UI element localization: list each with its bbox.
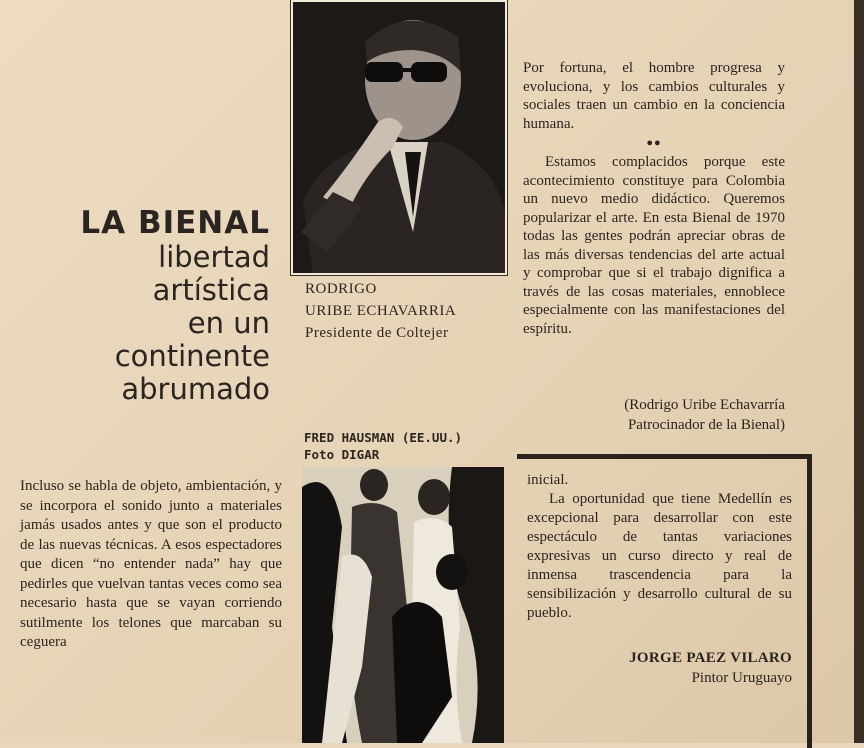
attribution-line-1: (Rodrigo Uribe Echavarría: [624, 397, 785, 413]
headline-line-3: artística: [152, 273, 270, 307]
article-column-right-top: [523, 59, 785, 338]
caption-name-line-2: URIBE ECHAVARRIA: [305, 303, 457, 319]
paragraph: Estamos complacidos porque este acontecimiento constituye para Colombia un nuevo medio didáctico. Queremos popularizar el arte. En esta Bienal de 1970 todas las gentes podrán apreciar obras de las más diversas tendencias del arte actual y comprobar que si el trabajo dignifica a través de las cosas materiales, ennoblece especialmente con las manifestaciones del espíritu.: [523, 154, 785, 337]
portrait-caption: [305, 278, 456, 344]
paragraph: Por fortuna, el hombre progresa y evoluciona, y los cambios culturales y sociales traen un cambio en la conciencia humana.: [523, 60, 785, 132]
attribution-line-2: Patrocinador de la Bienal): [627, 417, 785, 433]
photo-credit: Foto DIGAR: [304, 447, 380, 462]
paragraph: La oportunidad que tiene Medellín es excepcional para desarrollar con este espectáculo de tantas variaciones expresivas un curso directo y real de inmensa trascendencia para la sensibilización y desarrollo cultural de su pueblo.: [527, 491, 792, 621]
author-signature: [570, 648, 792, 688]
headline-line-1: LA BIENAL: [80, 205, 270, 241]
artwork-caption: [304, 429, 462, 463]
paragraph: inicial.: [527, 472, 569, 488]
author-role: Pintor Uruguayo: [691, 670, 792, 686]
headline-line-5: continente: [114, 339, 270, 373]
artwork-image: [302, 467, 504, 743]
article-column-left-bottom: [20, 477, 282, 653]
headline-line-4: en un: [187, 306, 270, 340]
artist-name: FRED HAUSMAN (EE.UU.): [304, 430, 463, 445]
portrait-photo: [291, 0, 507, 275]
page-edge: [854, 0, 864, 743]
caption-name-line-1: RODRIGO: [305, 281, 377, 297]
article-column-right-bottom: [527, 471, 792, 623]
headline-line-2: libertad: [158, 240, 270, 274]
paragraph-separator: ●●: [646, 137, 662, 149]
artwork-photo: [302, 467, 504, 743]
quote-attribution: [560, 395, 785, 435]
portrait-image: [293, 2, 505, 273]
author-name: JORGE PAEZ VILARO: [629, 650, 792, 666]
headline-line-6: abrumado: [121, 372, 270, 406]
paragraph: Incluso se habla de objeto, ambientación, y se incorpora el sonido junto a materiales jamás usados antes y que son el producto de las nuevas técnicas. A esos espectadores que dicen “no entender nada” hay que pedirles que vuelvan tantas veces como sea necesario hasta que se vayan corriendo sutilmente los telones que marcaban su ceguera: [20, 478, 282, 650]
caption-title: Presidente de Coltejer: [305, 325, 449, 341]
article-headline: [20, 205, 270, 406]
